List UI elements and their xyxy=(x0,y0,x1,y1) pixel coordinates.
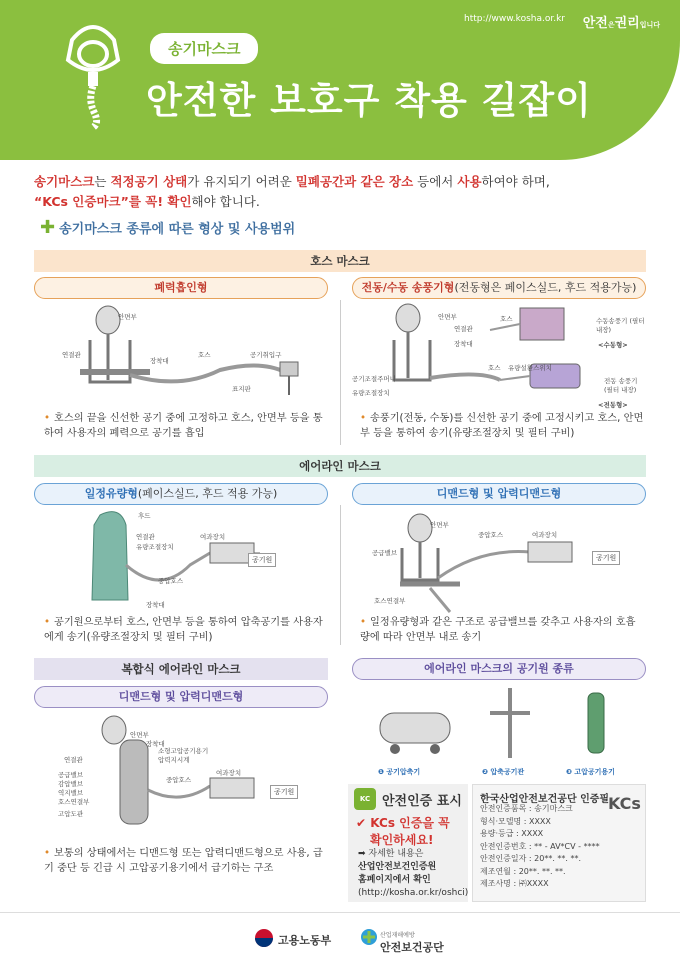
label-connector: 연결관 xyxy=(62,351,81,359)
airline-mask-band: 에어라인 마스크 xyxy=(34,455,646,477)
kcs-mark-icon: KCs xyxy=(608,794,641,813)
label-hose-joint: 호스연결부 xyxy=(374,597,406,605)
label-air-source: 공기원 xyxy=(248,553,276,567)
label-small-cylinder: 소형고압공기용기 xyxy=(158,747,209,755)
combo-diagram xyxy=(90,710,310,830)
label-air-source-2: 공기원 xyxy=(592,551,620,565)
label-harness: 장착대 xyxy=(150,357,169,365)
label-supply-valve-2: 공급밸브 xyxy=(58,771,84,779)
label-air-inlet: 공기취입구 xyxy=(250,351,282,359)
label-harness-3: 장착대 xyxy=(146,601,165,609)
label-connector-4: 연결관 xyxy=(64,756,83,764)
lung-power-note: • 호스의 끝을 신선한 공기 중에 고정하고 호스, 안면부 등을 통하여 사용자의 폐력으로 공기를 흡입 xyxy=(44,411,329,441)
cert-title: 안전인증 표시 xyxy=(382,794,462,809)
tab-demand: 디맨드형 및 압력디맨드형 xyxy=(352,483,646,505)
label-flow-switch: 유량설환스위치 xyxy=(508,364,552,372)
tab-air-sources: 에어라인 마스크의 공기원 종류 xyxy=(352,658,646,680)
label-check-valve: 역지밸브 xyxy=(58,789,84,797)
kosha-logo-icon xyxy=(360,928,378,946)
tab-combo-demand: 디맨드형 및 압력디맨드형 xyxy=(34,686,328,708)
ministry-logo-icon xyxy=(254,928,274,948)
label-harness-4: 장착대 xyxy=(146,740,165,748)
label-sign: 표지판 xyxy=(232,385,251,393)
label-facepiece-3: 안면부 xyxy=(430,521,449,529)
label-facepiece: 안면부 xyxy=(118,313,137,321)
tab-lung-power: 폐력흡인형 xyxy=(34,277,328,299)
hose-mask-band: 호스 마스크 xyxy=(34,250,646,272)
label-pressure-gauge: 압력지시계 xyxy=(158,756,190,764)
label-medium-pressure-hose-2: 중압호스 xyxy=(478,531,504,539)
intro-text: 송기마스크는 적정공기 상태가 유지되기 어려운 밀폐공간과 같은 장소 등에서 사용하여야 하며, “KCs 인증마크”를 꼭! 확인해야 합니다. xyxy=(34,174,550,209)
footer xyxy=(0,912,680,962)
label-hose-3: 호스 xyxy=(488,364,501,372)
label-connector-2: 연결관 xyxy=(454,325,473,333)
label-hose-joint-2: 호스연결부 xyxy=(58,798,90,806)
check-icon: ✔ xyxy=(356,816,367,830)
label-manual-blower: 수동송풍기 (필터 내장) xyxy=(596,317,645,334)
label-air-source-3: 공기원 xyxy=(270,785,298,799)
category-pill: 송기마스크 xyxy=(150,33,258,64)
kosha-name: 산업재해예방 안전보건공단 xyxy=(380,932,444,954)
source-pipe: ❷ 압축공기관 xyxy=(482,768,525,776)
tab-blower: 전동/수동 송풍기형(전동형은 페이스실드, 후드 적용가능) xyxy=(352,277,646,299)
label-hose-2: 호스 xyxy=(500,315,513,323)
label-medium-pressure-hose: 중압호스 xyxy=(158,577,184,585)
tab-constant-flow: 일정유량형(페이스실드, 후드 적용 가능) xyxy=(34,483,328,505)
divider xyxy=(340,300,341,445)
label-filter-2: 여과장치 xyxy=(532,531,558,539)
label-reducing-valve: 감압밸브 xyxy=(58,780,84,788)
label-manual-type: <수동형> xyxy=(598,341,628,349)
cert-label-title: 한국산업안전보건공단 인증필 xyxy=(480,794,610,805)
supplied-air-mask-icon xyxy=(58,20,128,130)
label-high-pressure-tube: 고압도관 xyxy=(58,810,84,818)
site-url: http://www.kosha.or.kr xyxy=(463,14,565,24)
label-hood: 후드 xyxy=(138,512,151,520)
label-filter: 여과장치 xyxy=(200,533,226,541)
label-flow-control-2: 유량조절장치 xyxy=(136,543,174,551)
air-source-diagram xyxy=(360,683,640,763)
demand-diagram xyxy=(380,508,610,613)
constant-flow-note: • 공기원으로부터 호스, 안면부 등을 통하여 압축공기를 사용자에게 송기(유량조절장치 및 필터 구비) xyxy=(44,615,329,645)
combo-note: • 보통의 상태에서는 디맨드형 또는 압력디맨드형으로 사용, 급기 중단 등 긴급 시 고압공기용기에서 급기하는 구조 xyxy=(44,846,329,876)
source-compressor: ❶ 공기압축기 xyxy=(378,768,421,776)
plus-icon: ✚ xyxy=(40,217,56,238)
label-harness-2: 장착대 xyxy=(454,340,473,348)
ministry-name: 고용노동부 xyxy=(278,934,332,947)
label-hose: 호스 xyxy=(198,351,211,359)
kc-badge-icon: KC xyxy=(354,788,376,810)
label-facepiece-2: 안면부 xyxy=(438,313,457,321)
combo-band: 복합식 에어라인 마스크 xyxy=(34,658,328,680)
section-title: ✚ 송기마스크 종류에 따른 형상 및 사용범위 xyxy=(40,217,296,238)
label-connector-3: 연결관 xyxy=(136,533,155,541)
label-supply-valve: 공급밸브 xyxy=(372,549,398,557)
label-flow-control: 유량조절장치 xyxy=(352,389,390,397)
label-filter-3: 여과장치 xyxy=(216,769,242,777)
label-electric-type: <전동형> xyxy=(598,401,628,409)
cert-label-list: 안전인증품목 : 송기마스크 형식·모델명 : XXXX 용량·등급 : XXXX 안전인증번호 : ** - AV*CV - **** 안전인증일자 : 20**. **. **. 제조연월 : 20**. **. **. 제조사명 : ㈜XXXX xyxy=(480,804,600,888)
demand-note: • 일정유량형과 같은 구조로 공급밸브를 갖추고 사용자의 호흡량에 따라 안면부 내로 송기 xyxy=(360,615,645,645)
label-air-bag: 공기조절주머니 xyxy=(352,375,396,383)
cert-warning: ✔ KCs 인증을 꼭 확인하세요! xyxy=(356,816,450,847)
page-title: 안전한 보호구 착용 길잡이 xyxy=(146,79,592,122)
label-medium-pressure-hose-3: 중압호스 xyxy=(166,776,192,784)
cert-detail: ➡ 자세한 내용은 산업안전보건인증원 홈페이지에서 확인 (http://kosha.or.kr/oshci) xyxy=(358,849,469,898)
label-facepiece-4: 안면부 xyxy=(130,731,149,739)
divider-2 xyxy=(340,505,341,645)
blower-note: • 송풍기(전동, 수동)를 신선한 공기 중에 고정시키고 호스, 안면부 등을 통하여 송기(유량조절장치 및 필터 구비) xyxy=(360,411,645,441)
label-electric-blower: 전동 송풍기 (필터 내장) xyxy=(604,377,638,394)
source-cylinder: ❸ 고압공기용기 xyxy=(566,768,615,776)
brand-slogan: 안전은권리입니다 xyxy=(582,16,660,31)
